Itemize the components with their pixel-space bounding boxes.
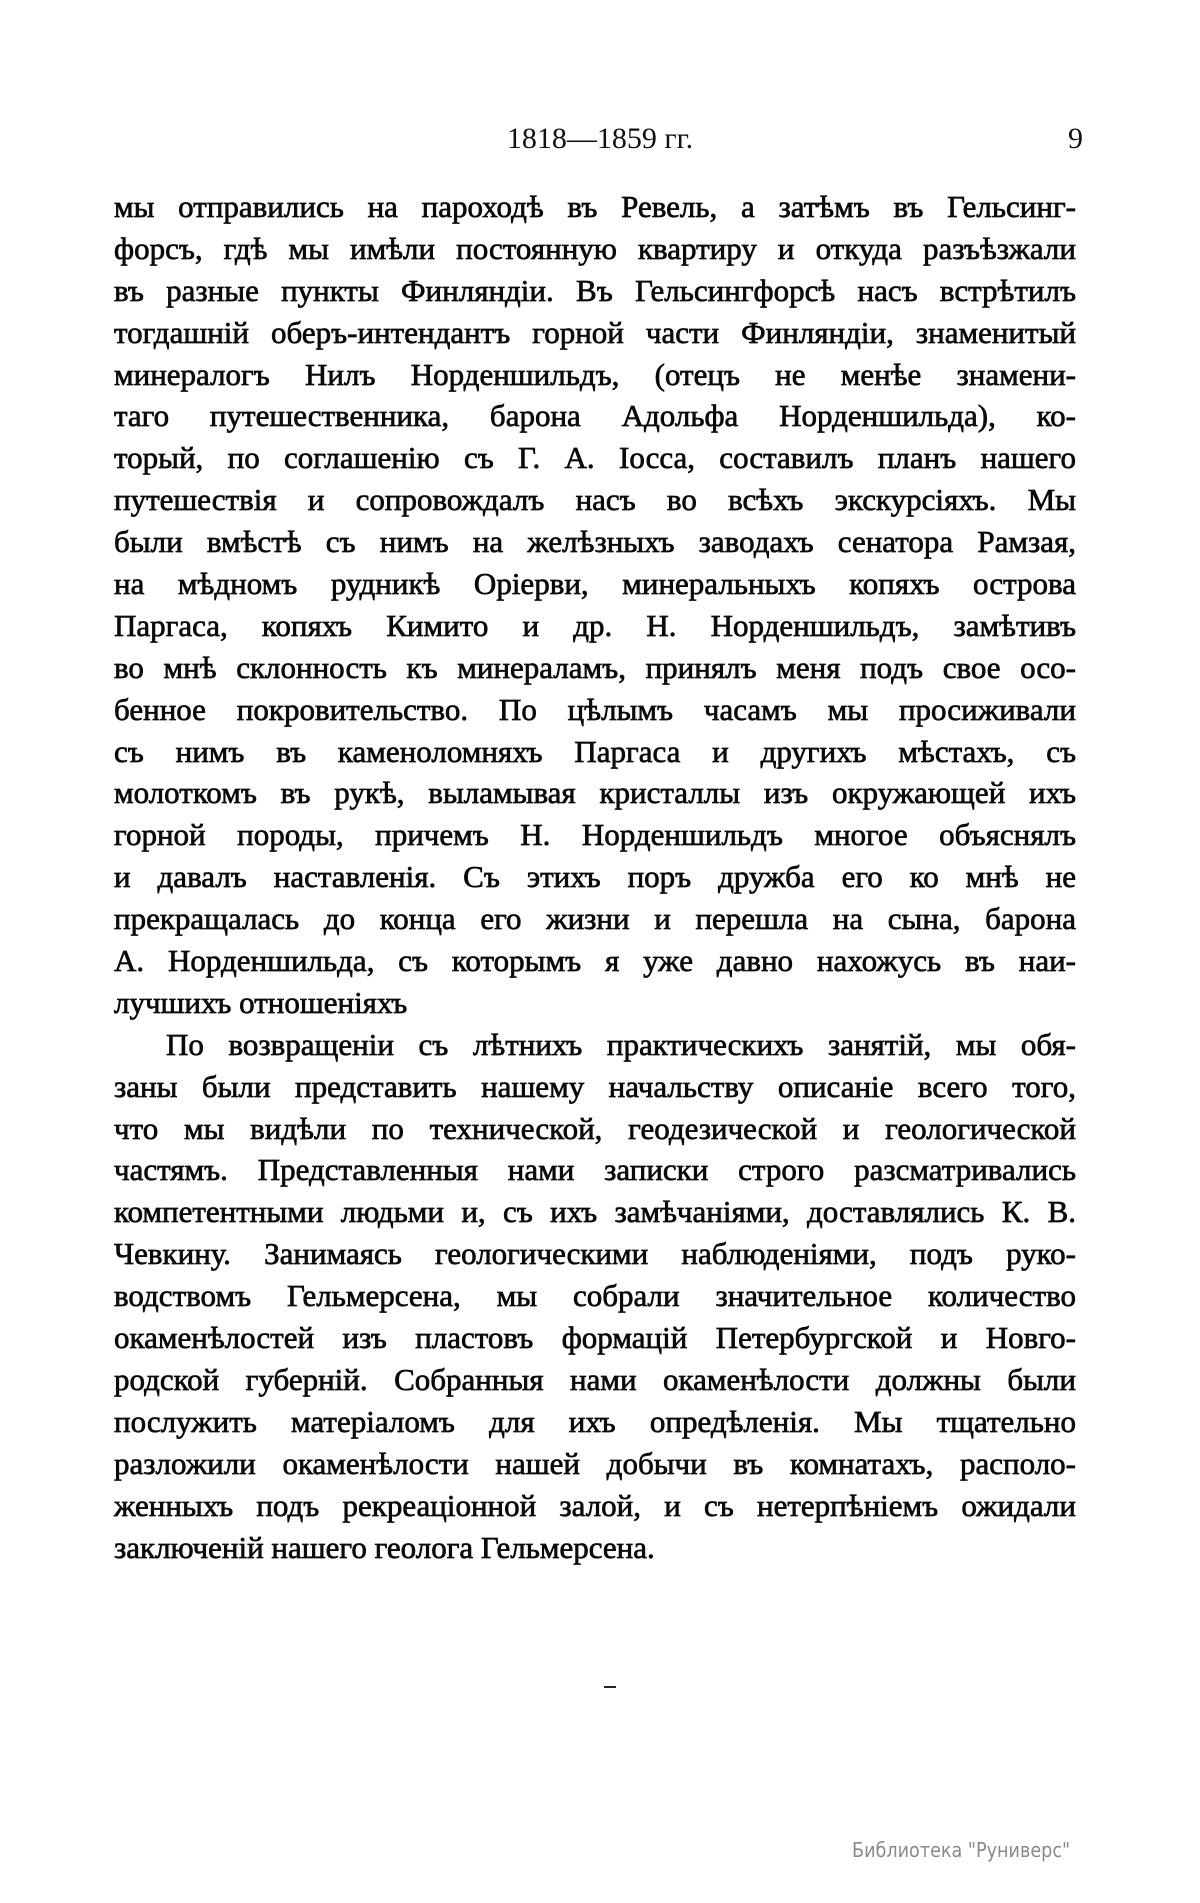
text-line: торый, по соглашенію съ Г. А. Іосса, составилъ планъ нашего bbox=[114, 440, 1076, 476]
text-line: въ разные пункты Финляндіи. Въ Гельсингфорсѣ насъ встрѣтилъ bbox=[114, 272, 1076, 308]
text-line: послужить матеріаломъ для ихъ опредѣленія. Мы тщательно bbox=[114, 1403, 1076, 1439]
text-line: заны были представить нашему начальству описаніе всего того, bbox=[114, 1068, 1076, 1104]
text-line: лучшихъ отношеніяхъ bbox=[114, 984, 408, 1020]
text-line: родской губерній. Собранныя нами окаменѣлости должны были bbox=[114, 1361, 1076, 1397]
text-line: окаменѣлостей изъ пластовъ формацій Петербургской и Новго- bbox=[114, 1320, 1076, 1356]
text-line: мы отправились на пароходѣ въ Ревель, а затѣмъ въ Гельсинг- bbox=[114, 189, 1076, 224]
text-line: тогдашній оберъ-интендантъ горной части Финляндіи, знаменитый bbox=[114, 314, 1076, 350]
page-number: 9 bbox=[1068, 122, 1083, 155]
body-text bbox=[114, 186, 1076, 1568]
text-line: прекращалась до конца его жизни и перешла на сына, барона bbox=[114, 901, 1076, 937]
text-line: По возвращеніи съ лѣтнихъ практическихъ занятій, мы обя- bbox=[166, 1026, 1076, 1062]
text-line: компетентными людьми и, съ ихъ замѣчаніями, доставлялись К. В. bbox=[114, 1194, 1076, 1230]
text-line: бенное покровительство. По цѣлымъ часамъ мы просиживали bbox=[114, 691, 1076, 727]
text-line: во мнѣ склонность къ минераламъ, принялъ меня подъ свое осо- bbox=[114, 649, 1076, 685]
text-line: водствомъ Гельмерсена, мы собрали значительное количество bbox=[114, 1278, 1076, 1314]
text-line: Чевкину. Занимаясь геологическими наблюденіями, подъ руко- bbox=[114, 1236, 1076, 1272]
text-line: частямъ. Представленныя нами записки строго разсматривались bbox=[114, 1152, 1076, 1188]
text-line: и давалъ наставленія. Съ этихъ поръ дружба его ко мнѣ не bbox=[114, 859, 1076, 895]
printer-mark bbox=[604, 1686, 616, 1688]
text-line: разложили окаменѣлости нашей добычи въ комнатахъ, располо- bbox=[114, 1445, 1076, 1481]
text-line: заключеній нашего геолога Гельмерсена. bbox=[114, 1529, 655, 1565]
text-line: были вмѣстѣ съ нимъ на желѣзныхъ заводахъ сенатора Рамзая, bbox=[114, 524, 1076, 560]
text-line: минералогъ Нилъ Норденшильдъ, (отецъ не менѣе знамени- bbox=[114, 356, 1076, 392]
text-line: таго путешественника, барона Адольфа Норденшильда), ко- bbox=[114, 398, 1076, 434]
text-line: женныхъ подъ рекреаціонной залой, и съ нетерпѣніемъ ожидали bbox=[114, 1487, 1076, 1523]
text-line: что мы видѣли по технической, геодезической и геологической bbox=[114, 1110, 1076, 1146]
header-title: 1818—1859 гг. bbox=[506, 122, 694, 155]
text-line: путешествія и сопровождалъ насъ во всѣхъ экскурсіяхъ. Мы bbox=[114, 482, 1076, 518]
text-line: молоткомъ въ рукѣ, выламывая кристаллы изъ окружающей ихъ bbox=[114, 775, 1076, 811]
text-line: съ нимъ въ каменоломняхъ Паргаса и другихъ мѣстахъ, съ bbox=[114, 733, 1076, 769]
text-line: А. Норденшильда, съ которымъ я уже давно нахожусь въ наи- bbox=[114, 943, 1076, 979]
text-line: на мѣдномъ рудникѣ Оріерви, минеральныхъ копяхъ острова bbox=[114, 566, 1076, 602]
text-line: горной породы, причемъ Н. Норденшильдъ многое объяснялъ bbox=[114, 817, 1076, 853]
library-watermark: Библиотека "Руниверс" bbox=[852, 1838, 1071, 1862]
text-line: форсъ, гдѣ мы имѣли постоянную квартиру и откуда разъѣзжали bbox=[114, 230, 1076, 266]
text-line: Паргаса, копяхъ Кимито и др. Н. Норденшильдъ, замѣтивъ bbox=[114, 607, 1076, 643]
